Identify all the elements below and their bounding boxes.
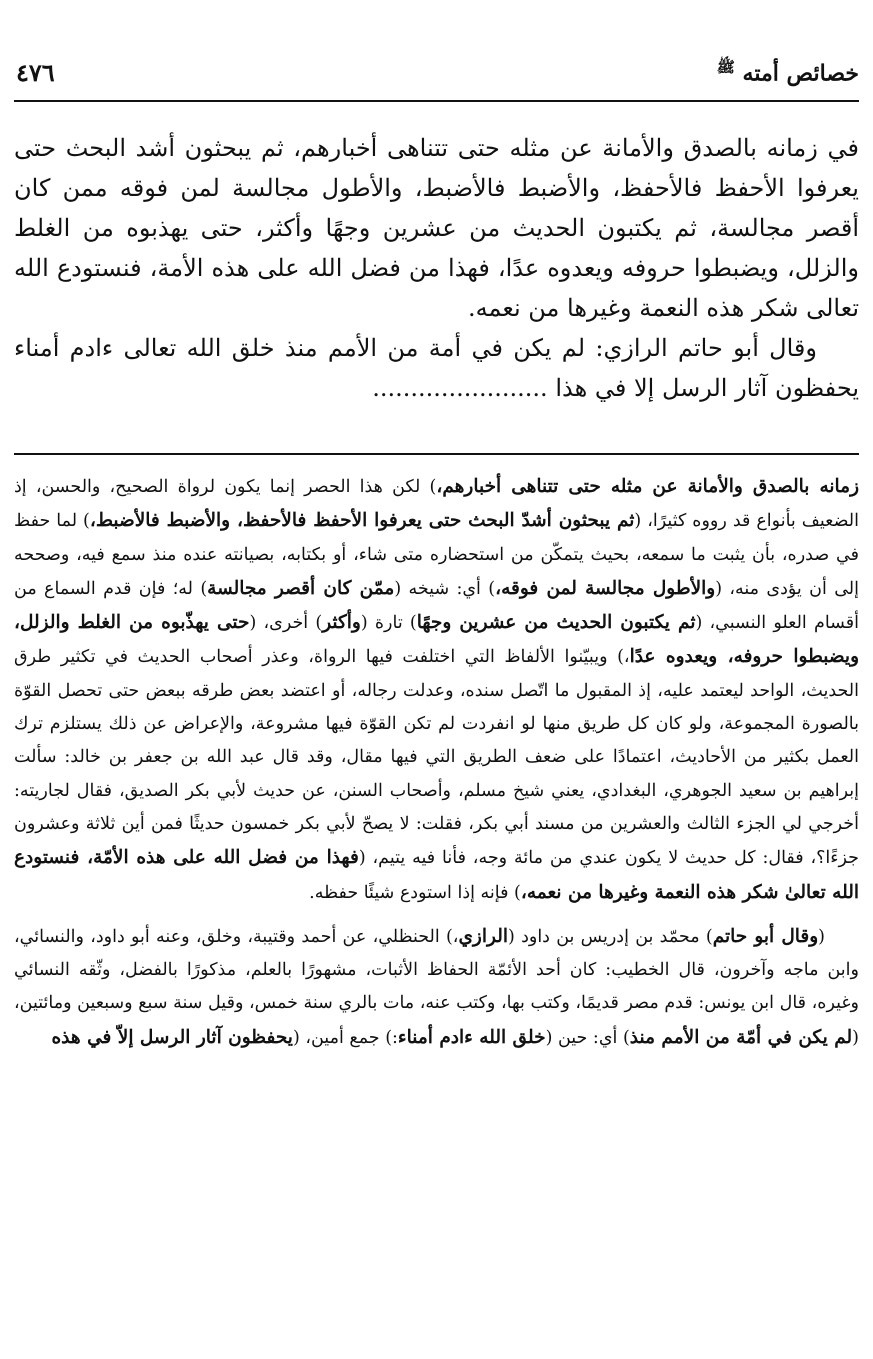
page-number: ٤٧٦ [16, 58, 55, 87]
main-paragraph-1: في زمانه بالصدق والأمانة عن مثله حتى تتناهى أخبارهم، ثم يبحثون أشد البحث حتى يعرفوا الأحفظ فالأحفظ، والأضبط فالأضبط، والأطول مجالسة لمن فوقه ممن كان أقصر مجالسة، ثم يكتبون الحديث من عشرين وجهًا وأكثر، حتى يهذبوه من الغلط والزلل، ويضبطوا حروفه ويعدوه عدًا، فهذا من فضل الله على هذه الأمة، فنستودع الله تعالى شكر هذه النعمة وغيرها من نعمه. [14, 134, 859, 322]
quoted-text-segment: ثم يكتبون الحديث من عشرين وجهًا [416, 612, 696, 634]
quoted-text-segment: فهذا من فضل الله على هذه الأمّة، فنستودع الله تعالىٰ شكر هذه النعمة وغيرها من نعمه، [14, 847, 859, 903]
header-divider [14, 100, 859, 102]
quoted-text-segment: خلق الله ءادم أمناء [397, 1026, 546, 1048]
page-header [14, 52, 859, 96]
continuation-dots: ....................... [372, 374, 548, 402]
commentary-text-segment: ) لكن هذا الحصر إنما يكون لرواة الصحيح، والحسن، إذ الضعيف بأنواع قد رووه كثيرًا، ( [14, 477, 859, 532]
quoted-text-segment: وقال أبو حاتم [712, 925, 819, 947]
commentary-text-segment: ) لما حفظ في صدره، بأن يثبت ما سمعه، بحيث يتمكّن من استحضاره متى شاء، أو بكتابه، بصيانته عنده منذ سمع فيه، وصححه إلى أن يؤدى منه، ( [14, 511, 859, 599]
quoted-text-segment: ثم يبحثون أشدّ البحث حتى يعرفوا الأحفظ فالأحفظ، والأضبط فالأضبط، [89, 510, 635, 532]
commentary-text-segment: ) أي: حين ( [545, 1027, 630, 1048]
quoted-text-segment: الرازي [458, 925, 508, 947]
commentary-text-segment: ) تارة ( [360, 613, 417, 634]
commentary-text-segment: ) محمّد بن إدريس بن داود ( [508, 926, 713, 947]
running-title [717, 58, 859, 86]
quoted-text-segment: والأطول مجالسة لمن فوقه، [495, 577, 716, 599]
commentary-text-segment: ) فإنه إذا استودع شيئًا حفظه. [309, 882, 521, 903]
running-title-text: خصائص أمته [742, 60, 859, 87]
main-text [14, 128, 859, 408]
quoted-text-segment: زمانه بالصدق والأمانة عن مثله حتى تتناهى أخبارهم، [436, 476, 859, 497]
main-paragraph-2 [14, 328, 859, 408]
quoted-text-segment: وأكثر [322, 612, 361, 634]
commentary-text-segment: ،) ويبيّنوا الألفاظ التي اختلفت فيها الرواة، وعذر أصحاب الحديث في تكثير طرق الحديث، الواحد ليعتمد عليه، إذ المقبول ما اتّصل سنده، وعدلت رجاله، أو اعتضد بعض طرقه ببعض حتى تحصل القوّة بالصورة المجموعة، ولو كان كل طريق منها لو انفردت لم تكن القوّة فيها مشروعة، والإعراض عن ذلك يستلزم ترك العمل بكثير من الأحاديث، اعتمادًا على ضعف الطريق التي فيها مقال، وقد قال عبد الله بن جعفر بن خالد: سألت إبراهيم بن سعيد الجوهري، البغدادي، يعني شيخ مسلم، وأصحاب السنن، عن حديث لأبي بكر الصديق، فقال لجاريته: أخرجي لي الجزء الثالث والعشرين من مسند أبي بكر، فقلت: لا يصحّ لأبي بكر خمسون حديثًا فمن أين ثلاثة وعشرون جزءًا؟، فقال: كل حديث لا يكون عندي من مائة وجه، فأنا فيه يتيم، ( [14, 647, 859, 869]
quoted-text-segment: لم يكن في أمّة من الأمم منذ [629, 1026, 853, 1048]
quoted-text-segment: يحفظون آثار الرسل إلاّ في هذه [51, 1026, 293, 1048]
commentary-text-segment: ) أخرى، ( [249, 613, 323, 634]
pbuh-ligature: ﷺ [716, 58, 735, 76]
commentary-text-segment: ) أي: شيخه ( [394, 578, 496, 599]
commentary-text-segment: ( [818, 926, 825, 947]
quoted-text-segment: حتى يهذّبوه من الغلط والزلل، ويضبطوا حروفه، ويعدوه عدًا [14, 612, 860, 668]
commentary [14, 470, 859, 1055]
commentary-text-segment: ،) الحنظلي، عن أحمد وقتيبة، وخلق، وعنه أبو داود، والنسائي، وابن ماجه وآخرون، قال الخطيب: كان أحد الأئمّة الحفاظ الأثبات، مشهورًا بالعلم، مذكورًا بالفضل، وثّقه النسائي وغيره، قال ابن يونس: قدم مصر قديمًا، وكتب بها، وكتب عنه، مات بالري سنة خمس، وقيل سنة سبع وسبعين ومائتين، ( [14, 926, 859, 1048]
quoted-text-segment: ممّن كان أقصر مجالسة [207, 577, 395, 599]
main-paragraph-2-text: وقال أبو حاتم الرازي: لم يكن في أمة من الأمم منذ خلق الله تعالى ءادم أمناء يحفظون آثار الرسل إلا في هذا [14, 334, 859, 402]
commentary-text-segment: :) جمع أمين، ( [292, 1027, 398, 1048]
commentary-paragraph-1 [14, 470, 859, 910]
footnote-divider [14, 453, 859, 455]
commentary-text-segment: ) له؛ فإن قدم السماع من أقسام العلو النسبي، ( [14, 578, 859, 634]
commentary-paragraph-2 [14, 920, 859, 1055]
